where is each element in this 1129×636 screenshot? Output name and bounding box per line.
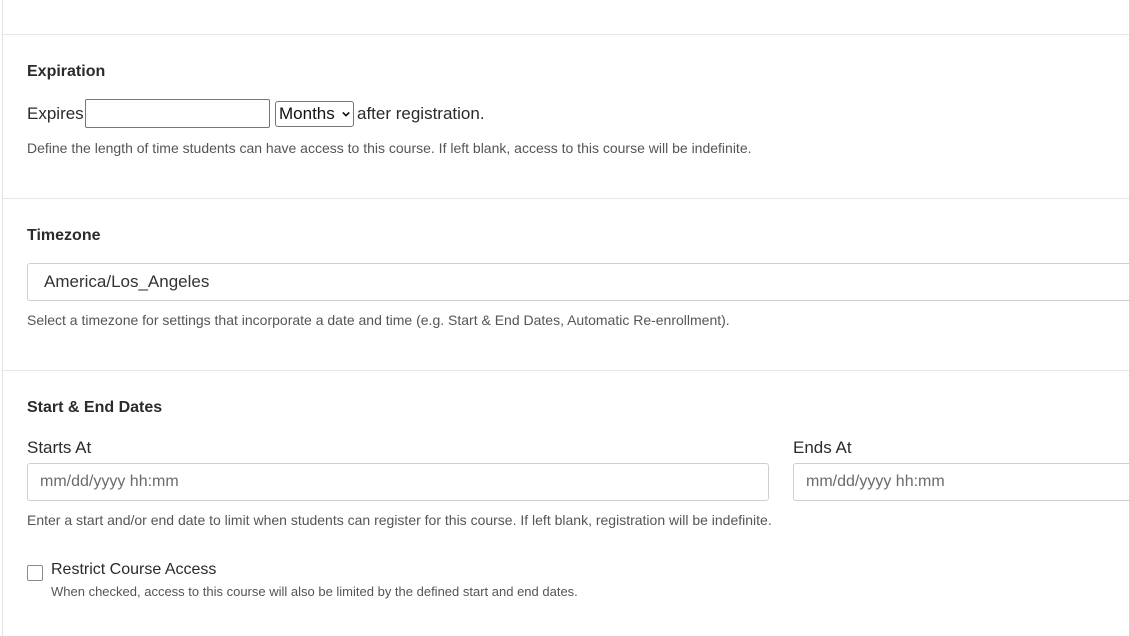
dates-help-text: Enter a start and/or end date to limit when students can register for this course. If left blank, registration will be indefinite. (27, 512, 772, 528)
starts-at-input[interactable]: mm/dd/yyyy hh:mm (27, 463, 769, 501)
timezone-section (3, 198, 1129, 370)
chevron-down-icon (342, 110, 350, 118)
timezone-help-text: Select a timezone for settings that incorporate a date and time (e.g. Start & End Dates, Automatic Re-enrollment). (27, 312, 730, 328)
ends-at-label: Ends At (793, 438, 852, 457)
expires-duration-input[interactable] (85, 99, 270, 128)
expiration-section (3, 34, 1129, 198)
expiration-unit-select[interactable] (275, 101, 354, 127)
dates-heading: Start & End Dates (27, 399, 163, 416)
restrict-course-access-checkbox[interactable] (27, 565, 43, 581)
starts-at-label: Starts At (27, 438, 92, 457)
timezone-select[interactable]: America/Los_Angeles (27, 263, 1129, 301)
after-registration-label: after registration. (357, 104, 485, 123)
dates-section (3, 370, 1129, 636)
timezone-heading: Timezone (27, 227, 101, 244)
expiration-help-text: Define the length of time students can have access to this course. If left blank, access to this course will be indefinite. (27, 140, 752, 156)
expires-label: Expires (27, 104, 84, 123)
restrict-course-access-help: When checked, access to this course will also be limited by the defined start and end dates. (51, 584, 578, 599)
ends-at-input[interactable]: mm/dd/yyyy hh:mm (793, 463, 1129, 501)
restrict-course-access-label[interactable]: Restrict Course Access (51, 561, 217, 578)
expiration-unit-value: Months (279, 104, 335, 123)
expiration-heading: Expiration (27, 63, 106, 80)
